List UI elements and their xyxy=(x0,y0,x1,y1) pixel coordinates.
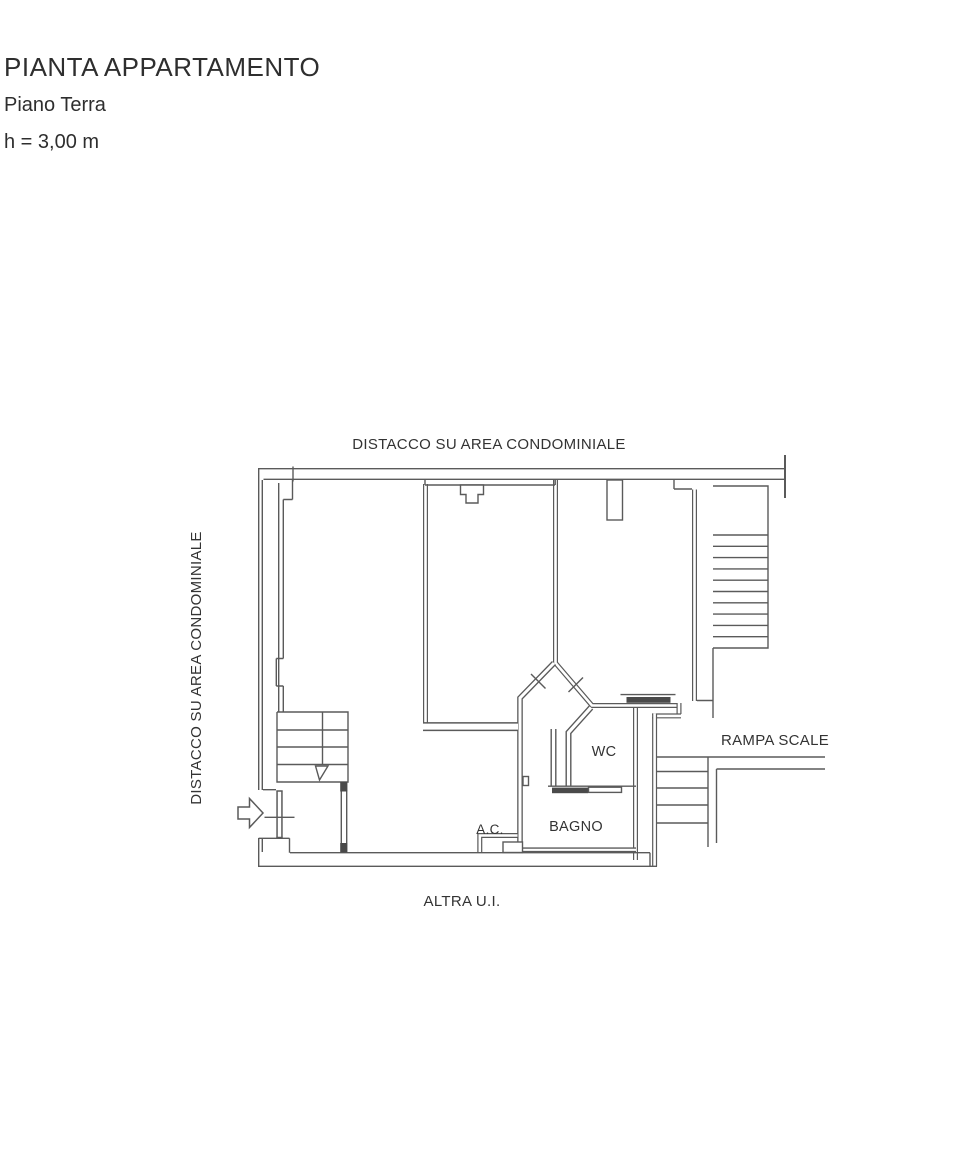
entrance-arrow-icon xyxy=(238,799,263,828)
pillar xyxy=(607,480,623,520)
divider-light-bar xyxy=(589,787,622,792)
ac-niche xyxy=(503,842,523,853)
wc-window-bar xyxy=(627,697,671,703)
label-rampa-scale: RAMPA SCALE xyxy=(720,732,830,749)
label-left-boundary: DISTACCO SU AREA CONDOMINIALE xyxy=(188,531,205,805)
label-top-boundary: DISTACCO SU AREA CONDOMINIALE xyxy=(352,436,626,453)
label-altra-ui: ALTRA U.I. xyxy=(423,893,501,910)
t-pillar xyxy=(461,485,484,503)
bagno-door-notch xyxy=(523,777,529,786)
floor-label: Piano Terra xyxy=(4,94,106,116)
label-ac: A.C. xyxy=(476,822,504,837)
label-bagno: BAGNO xyxy=(549,819,603,835)
height-label: h = 3,00 m xyxy=(4,131,100,153)
label-wc: WC xyxy=(591,744,617,760)
stair-direction-arrow xyxy=(316,766,329,780)
divider-dark-bar xyxy=(552,788,588,794)
condominium-staircase-top xyxy=(713,486,768,648)
sliding-partition xyxy=(340,782,347,853)
title-block xyxy=(4,52,320,153)
wall-features xyxy=(461,480,676,853)
internal-staircase xyxy=(277,712,348,782)
rampa-scale-stairs xyxy=(657,757,825,847)
page-title: PIANTA APPARTAMENTO xyxy=(4,52,321,82)
